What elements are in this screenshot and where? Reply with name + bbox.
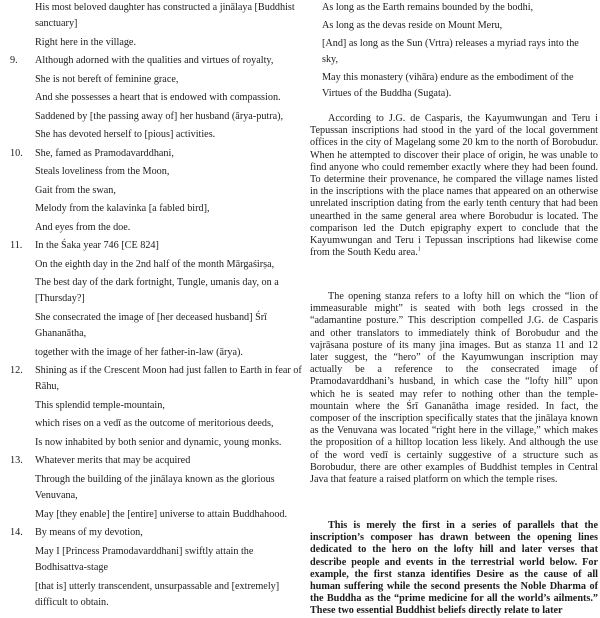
verse-line: [that is] utterly transcendent, unsurpassable and [extremely] [35, 581, 280, 592]
stanza-number: 13. [10, 455, 23, 466]
verse-line: May I [Princess Pramodavarddhani] swiftly attain the [35, 546, 254, 557]
stanza-number: 14. [10, 527, 23, 538]
verse-line: Through the building of the jinālaya known as the glorious [35, 474, 275, 485]
verse-line: [And] as long as the Sun (Vrtra) releases a myriad rays into the [322, 38, 579, 49]
verse-line: Rāhu, [35, 381, 60, 392]
verse-line: [Thursday?] [35, 293, 85, 304]
verse-line: together with the image of her father-in-law (ārya). [35, 347, 243, 358]
verse-line: On the eighth day in the 2nd half of the month Mārgaśirṣa, [35, 259, 275, 270]
verse-line: sky, [322, 54, 339, 65]
verse-line: Gait from the swan, [35, 185, 116, 196]
verse-line: By means of my devotion, [35, 527, 143, 538]
verse-line: Melody from the kalavinka [a fabled bird], [35, 203, 210, 214]
verse-line: As long as the Earth remains bounded by the bodhi, [322, 2, 534, 13]
verse-line: She has devoted herself to [pious] activities. [35, 129, 216, 140]
verse-line: Shining as if the Crescent Moon had just fallen to Earth in fear of [35, 365, 302, 376]
body-paragraph [310, 520, 598, 618]
stanza-number: 11. [10, 240, 23, 251]
verse-line: Saddened by [the passing away of] her husband (ārya-putra), [35, 111, 284, 122]
verse-line: Ghananātha, [35, 328, 87, 339]
verse-line: She consecrated the image of [her deceased husband] Śrī [35, 312, 267, 323]
body-paragraph [310, 291, 598, 486]
verse-line: The best day of the dark fortnight, Tungle, umanis day, on a [35, 277, 279, 288]
verse-line: Bodhisattva-stage [35, 562, 108, 573]
verse-line: And eyes from the doe. [35, 222, 131, 233]
stanza-number: 9. [10, 55, 18, 66]
verse-line: Whatever merits that may be acquired [35, 455, 191, 466]
stanza-number: 10. [10, 148, 23, 159]
verse-line: which rises on a vedī as the outcome of meritorious deeds, [35, 418, 274, 429]
paragraph-text: This is merely the first in a series of parallels that the inscription’s composer has drawn between the opening lines dedicated to the hero on the lofty hill and later verses that describe people and events in the terrestrial world below. For example, the first stanza identifies Desire as the cause of all human suffering while the second presents the Noble Dharma of the Buddha as the “prime medicine for all the world’s ailments.” These two essential Buddhist beliefs directly relate to later [310, 520, 598, 617]
verse-line: In the Śaka year 746 [CE 824] [35, 240, 159, 251]
verse-line: difficult to obtain. [35, 597, 109, 608]
verse-line: And she possesses a heart that is endowed with compassion. [35, 92, 281, 103]
verse-line: May this monastery (vihāra) endure as the embodiment of the [322, 72, 574, 83]
verse-line: She, famed as Pramodavarddhani, [35, 148, 174, 159]
verse-line: Steals loveliness from the Moon, [35, 166, 170, 177]
verse-line: She is not bereft of feminine grace, [35, 74, 179, 85]
verse-line: Right here in the village. [35, 37, 136, 48]
stanza-number: 12. [10, 365, 23, 376]
verse-line: May [they enable] the [entire] universe to attain Buddhahood. [35, 509, 288, 520]
paragraph-text: The opening stanza refers to a lofty hill on which the “lion of immeasurable might” is seated with both legs crossed in the “adamantine posture.” This description compelled J.G. de Casparis and other translators to immediately think of Borobudur and the vajrāsana posture of its many jina images. But as stanza 11 and 12 later suggest, the “hero” of the Kayumwungan inscription may actually be a reference to the consecrated image of Pramodavarddhani’s husband, in which case the “lofty hill” upon which he is seated may refer to nothing other than the temple-mountain where the Śrī Gananātha image resided. In fact, the composer of the inscription specifically states that the jinālaya known as the Venuvana was located “right here in the village,” which makes the proposition of a hilltop location less likely. And although the use of the word vedī is certainly suggestive of a structure such as Borobudur, there are other examples of Buddhist temples in Central Java that feature a raised platform on which the temple rises. [310, 291, 598, 486]
footnote-marker: 1 [417, 246, 421, 253]
verse-line: Although adorned with the qualities and virtues of royalty, [35, 55, 274, 66]
verse-line: As long as the devas reside on Mount Meru, [322, 20, 503, 31]
verse-line: Virtues of the Buddha (Sugata). [322, 88, 452, 99]
verse-line: sanctuary] [35, 18, 78, 29]
body-paragraph [310, 113, 598, 259]
verse-line: His most beloved daughter has constructed a jinālaya [Buddhist [35, 2, 295, 13]
verse-line: Is now inhabited by both senior and dynamic, young monks. [35, 437, 282, 448]
paragraph-text: According to J.G. de Casparis, the Kayumwungan and Teru i Tepussan inscriptions had stood in the yard of the local government offices in the city of Magelang some 20 km to the north of Borobudur. When he attempted to discover their place of origin, he was unable to find anyone who could remember exactly where they had been found. To determine their provenance, he compared the village names listed in the inscriptions with the place names that appeared on an otherwise unrelated inscription dating from the early tenth century that had been unearthed in the same general area where Borobudur is located. The comparison led the Dutch epigraphy expert to conclude that the Kayumwungan and Teru i Tepussan inscriptions had likewise come from the South Kedu area. [310, 113, 598, 259]
verse-line: Venuvana, [35, 490, 78, 501]
verse-line: This splendid temple-mountain, [35, 400, 165, 411]
